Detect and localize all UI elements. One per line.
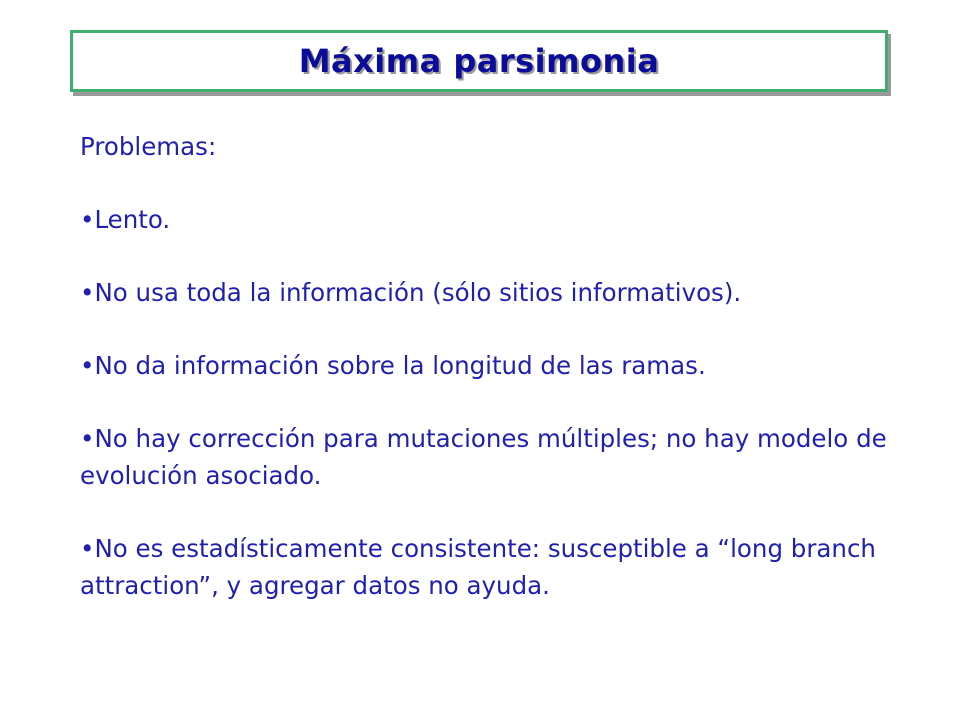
- bullet-item: •Lento.: [80, 205, 171, 234]
- bullet-item: •No es estadísticamente consistente: susceptible a “long branch attraction”, y agregar datos no ayuda.: [80, 534, 876, 600]
- title-box: [70, 30, 888, 92]
- bullet-item: •No usa toda la información (sólo sitios informativos).: [80, 278, 742, 307]
- bullet-item: •No hay corrección para mutaciones múltiples; no hay modelo de evolución asociado.: [80, 424, 887, 490]
- slide-title: Máxima parsimonia: [298, 42, 660, 80]
- spacer: [80, 165, 900, 201]
- problems-heading: Problemas:: [80, 132, 217, 161]
- bullet-item: •No da información sobre la longitud de las ramas.: [80, 351, 706, 380]
- slide-content: [80, 128, 900, 604]
- spacer: [80, 238, 900, 274]
- spacer: [80, 494, 900, 530]
- spacer: [80, 311, 900, 347]
- spacer: [80, 384, 900, 420]
